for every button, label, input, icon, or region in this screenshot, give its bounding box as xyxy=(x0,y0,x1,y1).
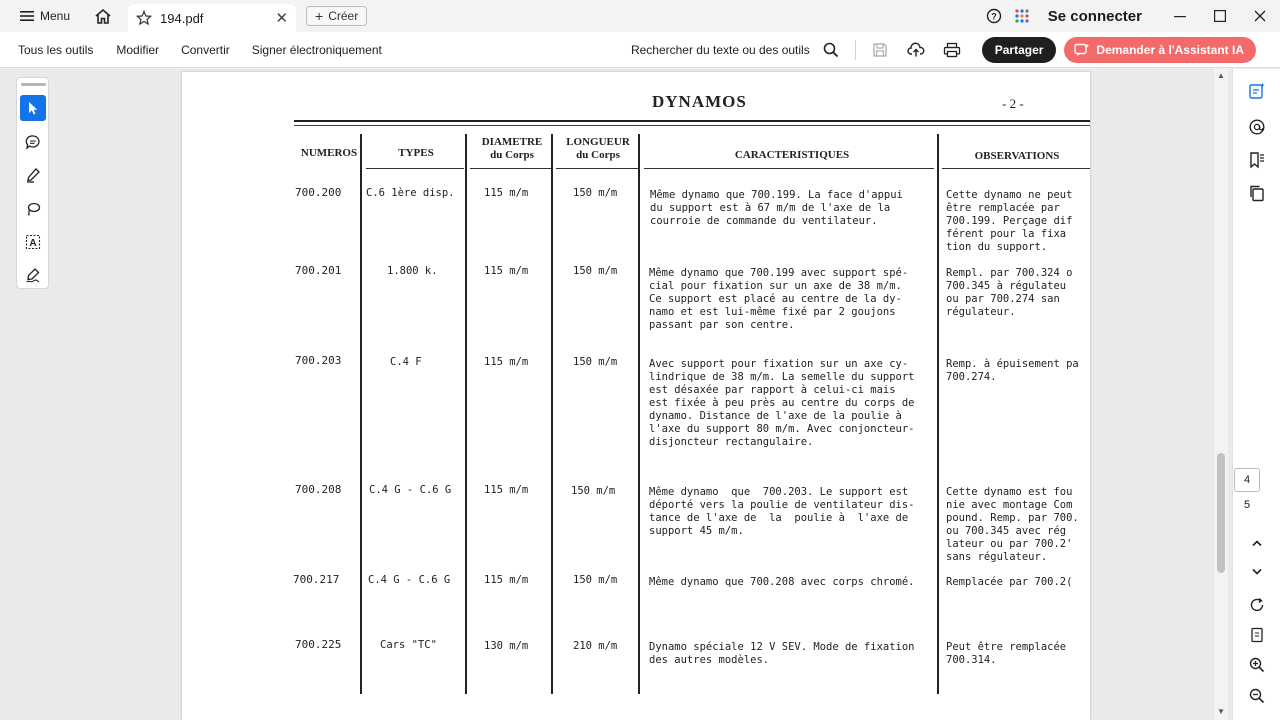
rotate-icon xyxy=(1249,597,1265,613)
header-underline xyxy=(366,168,464,169)
menu-label: Menu xyxy=(40,9,71,23)
menu-button[interactable] xyxy=(16,4,74,28)
pages-tool[interactable] xyxy=(1243,179,1271,207)
ai-assistant-button[interactable] xyxy=(1064,37,1256,63)
home-icon xyxy=(94,8,112,25)
document-title: DYNAMOS xyxy=(652,92,747,111)
header-diametre-line1: DIAMETRE xyxy=(481,136,543,148)
chevron-up-icon xyxy=(1251,539,1263,547)
menu-convert[interactable]: Convertir xyxy=(181,42,230,57)
rotate-button[interactable] xyxy=(1243,591,1271,619)
star-icon[interactable] xyxy=(136,10,152,26)
menu-edit[interactable]: Modifier xyxy=(116,42,160,57)
total-pages: 5 xyxy=(1243,499,1251,511)
toolbar-divider xyxy=(855,40,856,60)
column-divider xyxy=(638,134,640,694)
cloud-upload-icon[interactable] xyxy=(903,37,929,63)
ai-summary-tool[interactable] xyxy=(1243,77,1271,105)
text-box-icon xyxy=(25,234,41,250)
row-4-type: C.4 G - C.6 G xyxy=(369,484,452,496)
vertical-scrollbar[interactable] xyxy=(1214,69,1228,720)
next-page-button[interactable] xyxy=(1243,558,1271,586)
row-1-caracteristiques: Même dynamo que 700.199. La face d'appui du support est à 67 m/m de l'axe de la courroie de commande du ventilateur. xyxy=(650,189,903,227)
comment-tool[interactable] xyxy=(20,129,46,155)
scroll-up-icon[interactable]: ▲ xyxy=(1217,71,1225,80)
zoom-in-icon xyxy=(1249,657,1265,673)
row-4-numero: 700.208 xyxy=(295,483,342,496)
main-toolbar xyxy=(0,32,1280,68)
search-icon[interactable] xyxy=(818,37,844,63)
fit-page-icon xyxy=(1249,627,1265,643)
close-icon xyxy=(1254,10,1266,22)
header-underline xyxy=(942,168,1090,169)
menu-esign[interactable]: Signer électroniquement xyxy=(251,42,382,57)
title-bar xyxy=(0,0,1280,32)
row-3-diametre: 115 m/m xyxy=(484,356,529,368)
header-underline xyxy=(556,168,640,169)
cursor-icon xyxy=(26,101,40,115)
row-5-numero: 700.217 xyxy=(293,573,340,586)
row-4-diametre: 115 m/m xyxy=(484,484,529,496)
row-5-longueur: 150 m/m xyxy=(573,574,618,586)
select-tool[interactable] xyxy=(20,95,46,121)
comments-panel-tool[interactable] xyxy=(1243,113,1271,141)
chevron-down-icon xyxy=(1251,568,1263,576)
row-6-observations: Peut être remplacée 700.314. xyxy=(946,641,1067,666)
maximize-button[interactable] xyxy=(1200,0,1240,32)
print-icon[interactable] xyxy=(939,37,965,63)
ai-assistant-label: Demander à l'Assistant IA xyxy=(1096,42,1244,57)
close-window-button[interactable] xyxy=(1240,0,1280,32)
previous-page-button[interactable] xyxy=(1243,529,1271,557)
minimize-icon xyxy=(1174,10,1186,22)
save-icon[interactable] xyxy=(867,37,893,63)
current-page-input[interactable]: 4 xyxy=(1234,468,1260,492)
header-longueur xyxy=(558,136,638,162)
plus-icon: + xyxy=(315,8,324,24)
row-3-type: C.4 F xyxy=(390,356,422,368)
column-divider xyxy=(465,134,467,694)
header-types: TYPES xyxy=(398,147,434,159)
share-button[interactable]: Partager xyxy=(982,37,1057,63)
hamburger-icon xyxy=(20,10,34,22)
maximize-icon xyxy=(1214,10,1226,22)
row-3-observations: Remp. à épuisement pa 700.274. xyxy=(946,358,1079,383)
document-page-number: - 2 - xyxy=(1002,96,1024,111)
copy-pages-icon xyxy=(1248,184,1266,202)
zoom-in-button[interactable] xyxy=(1243,651,1271,679)
draw-tool[interactable] xyxy=(20,196,46,222)
close-tab-icon[interactable]: ✕ xyxy=(275,10,289,27)
title-rule-thin xyxy=(294,125,1090,126)
document-tab[interactable] xyxy=(128,4,296,32)
svg-text:?: ? xyxy=(991,11,997,22)
header-diametre-line2: du Corps xyxy=(490,149,534,161)
create-label: Créer xyxy=(328,9,359,23)
fit-page-button[interactable] xyxy=(1243,621,1271,649)
pen-icon xyxy=(25,167,41,183)
header-caracteristiques: CARACTERISTIQUES xyxy=(734,149,850,161)
text-tool[interactable] xyxy=(20,229,46,255)
header-underline xyxy=(470,168,552,169)
row-4-observations: Cette dynamo est fou nie avec montage Com pound. Remp. par 700. ou 700.345 avec rég lateur ou par 700.2' sans régulateur. xyxy=(946,486,1079,563)
row-4-caracteristiques: Même dynamo que 700.203. Le support est déporté vers la poulie de ventilateur dis- tance de l'axe de la poulie à l'axe de support 45 m/m. xyxy=(649,486,915,537)
lasso-icon xyxy=(25,201,41,217)
row-2-numero: 700.201 xyxy=(295,264,342,277)
row-1-observations: Cette dynamo ne peut être remplacée par 700.199. Perçage dif férent pour la fixa tion du support. xyxy=(946,189,1073,253)
row-6-numero: 700.225 xyxy=(295,638,342,651)
bookmarks-tool[interactable] xyxy=(1243,146,1271,174)
zoom-out-icon xyxy=(1249,688,1265,704)
row-4-longueur: 150 m/m xyxy=(571,485,616,497)
comment-icon xyxy=(25,134,41,150)
drag-handle[interactable] xyxy=(21,83,46,86)
pdf-page xyxy=(182,72,1090,720)
row-1-longueur: 150 m/m xyxy=(573,187,618,199)
document-workspace xyxy=(0,69,1280,720)
column-divider xyxy=(937,134,939,694)
row-1-type: C.6 1ère disp. xyxy=(366,187,455,199)
header-observations: OBSERVATIONS xyxy=(974,150,1060,162)
row-2-observations: Rempl. par 700.324 o 700.345 à régulateu ou par 700.274 san régulateur. xyxy=(946,267,1073,318)
ai-summary-icon xyxy=(1248,82,1266,100)
ai-assistant-icon xyxy=(1074,43,1090,57)
at-comment-icon xyxy=(1248,118,1266,136)
svg-text:A: A xyxy=(29,238,37,249)
row-3-longueur: 150 m/m xyxy=(573,356,618,368)
help-icon[interactable] xyxy=(980,2,1008,30)
row-2-longueur: 150 m/m xyxy=(573,265,618,277)
row-6-diametre: 130 m/m xyxy=(484,640,529,652)
header-underline xyxy=(644,168,934,169)
quick-tools-panel xyxy=(16,77,49,289)
header-numeros: NUMEROS xyxy=(300,147,358,159)
row-5-observations: Remplacée par 700.2( xyxy=(946,576,1073,588)
header-longueur-line2: du Corps xyxy=(576,149,620,161)
bookmark-icon xyxy=(1248,151,1266,169)
right-rail xyxy=(1232,69,1280,720)
signin-button[interactable]: Se connecter xyxy=(1047,7,1142,25)
scroll-thumb[interactable] xyxy=(1217,453,1225,573)
row-6-type: Cars "TC" xyxy=(380,639,437,651)
column-divider xyxy=(360,134,362,694)
row-5-type: C.4 G - C.6 G xyxy=(368,574,451,586)
create-button[interactable] xyxy=(306,6,367,26)
row-6-longueur: 210 m/m xyxy=(573,640,618,652)
zoom-out-button[interactable] xyxy=(1243,682,1271,710)
row-5-diametre: 115 m/m xyxy=(484,574,529,586)
row-2-diametre: 115 m/m xyxy=(484,265,529,277)
sign-tool[interactable] xyxy=(20,262,46,288)
row-1-diametre: 115 m/m xyxy=(484,187,529,199)
home-button[interactable] xyxy=(92,5,114,27)
highlight-tool[interactable] xyxy=(20,162,46,188)
row-1-numero: 700.200 xyxy=(295,186,342,199)
minimize-button[interactable] xyxy=(1160,0,1200,32)
tab-title: 194.pdf xyxy=(160,10,204,26)
row-2-type: 1.800 k. xyxy=(387,265,438,277)
title-rule xyxy=(294,120,1090,122)
signature-icon xyxy=(25,267,41,283)
row-3-numero: 700.203 xyxy=(295,354,342,367)
scroll-down-icon[interactable]: ▼ xyxy=(1217,707,1225,716)
menu-all-tools[interactable]: Tous les outils xyxy=(18,42,94,57)
header-longueur-line1: LONGUEUR xyxy=(566,136,630,148)
row-6-caracteristiques: Dynamo spéciale 12 V SEV. Mode de fixation des autres modèles. xyxy=(649,641,915,666)
row-3-caracteristiques: Avec support pour fixation sur un axe cy- lindrique de 38 m/m. La semelle du support est désaxée par rapport à celui-ci mais est fixée à peu près au centre du corps de dynamo. Distance de l'axe de la poulie à l'axe du support 80 m/m. Avec conjoncteur- disjoncteur rectangulaire. xyxy=(649,358,915,448)
row-2-caracteristiques: Même dynamo que 700.199 avec support spé- cial pour fixation sur un axe de 38 m/m. Ce support est placé au centre de la dy- namo et est lui-même fixé par 2 goujons passant par son centre. xyxy=(649,267,909,331)
apps-grid-icon[interactable] xyxy=(1008,2,1036,30)
column-divider xyxy=(551,134,553,694)
search-tools-label[interactable]: Rechercher du texte ou des outils xyxy=(630,42,810,57)
header-diametre xyxy=(472,136,552,162)
row-5-caracteristiques: Même dynamo que 700.208 avec corps chromé. xyxy=(649,576,915,588)
